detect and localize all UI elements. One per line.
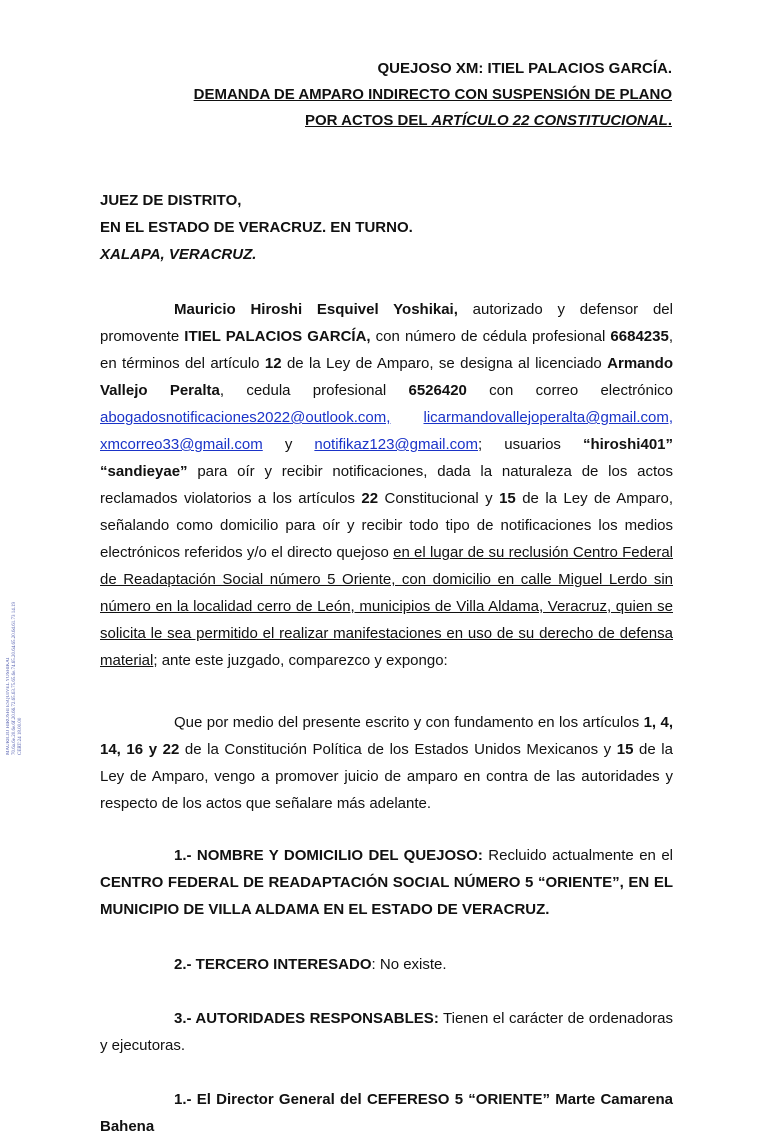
header-complainant: QUEJOSO XM: ITIEL PALACIOS GARCÍA. — [377, 60, 672, 77]
email-link-licarmando[interactable]: licarmandovallejoperalta@gmail.com, — [423, 409, 673, 426]
email-link-xmcorreo[interactable]: xmcorreo33@gmail.com — [100, 436, 263, 453]
paragraph-designation: Mauricio Hiroshi Esquivel Yoshikai, autorizado y defensor del promovente ITIEL PALACIOS GARCÍA, con número de cédula profesional 6684235, en términos del artículo 12 de la Ley de Amparo, se designa al licenciado Armando Vallejo Peralta, cedula profesional 6526420 con correo electrónico abogadosnotificaciones2022@outlook.com, licarmandovallejoperalta@gmail.com, xmcorreo33@gmail.com y notifikaz123@gmail.com; usuarios “hiroshi401” “sandieyae” para oír y recibir notificaciones, dada la naturaleza de los actos reclamados violatorios a los artículos 22 Constitucional y 15 de la Ley de Amparo, señalando como domicilio para oír y recibir todo tipo de notificaciones los medios electrónicos referidos y/o el directo quejoso en el lugar de su reclusión Centro Federal de Readaptación Social número 5 Oriente, con domicilio en calle Miguel Lerdo sin número en la localidad cerro de León, municipios de Villa Aldama, Veracruz, quien se solicita le sea permitido el realizar manifestaciones en uso de su derecho de defensa material; ante este juzgado, comparezco y expongo: — [100, 301, 673, 669]
paragraph-third-party: 2.- TERCERO INTERESADO: No existe. — [174, 956, 447, 973]
addressee-state: EN EL ESTADO DE VERACRUZ. EN TURNO. — [100, 219, 413, 236]
email-link-notifikaz[interactable]: notifikaz123@gmail.com — [314, 436, 479, 453]
paragraph-complainant-address: 1.- NOMBRE Y DOMICILIO DEL QUEJOSO: Recluido actualmente en el CENTRO FEDERAL DE READAPTACIÓN SOCIAL NÚMERO 5 “ORIENTE”, EN EL MUNICIPIO DE VILLA ALDAMA EN EL ESTADO DE VERACRUZ. — [100, 847, 673, 918]
addressee-judge: JUEZ DE DISTRITO, — [100, 192, 242, 209]
paragraph-legal-basis: Que por medio del presente escrito y con fundamento en los artículos 1, 4, 14, 16 y 22 de la Constitución Política de los Estados Unidos Mexicanos y 15 de la Ley de Amparo, vengo a promover juicio de amparo en contra de las autoridades y respecto de los actos que señalare más adelante. — [100, 714, 674, 812]
header-demand-title: DEMANDA DE AMPARO INDIRECTO CON SUSPENSIÓN DE PLANO — [193, 86, 672, 103]
paragraph-responsible-authorities: 3.- AUTORIDADES RESPONSABLES: Tienen el carácter de ordenadoras y ejecutoras. — [100, 1010, 673, 1054]
paragraph-authority-1: 1.- El Director General del CEFERESO 5 “ORIENTE” Marte Camarena Bahena — [100, 1091, 673, 1135]
header-acts-title: POR ACTOS DEL ARTÍCULO 22 CONSTITUCIONAL. — [305, 112, 672, 129]
addressee-city: XALAPA, VERACRUZ. — [100, 246, 257, 263]
electronic-signature-stamp: MAURICIO HIROSHI ESQUIVEL YOSHIKAI 70.6a.6e.20.6e.6f.20.66.72.65.63.75.65.6e.74.65.20.64.65.20.6d.61.73 14.19 CERT:24 18.00.00 — [6, 601, 23, 755]
email-link-abogados[interactable]: abogadosnotificaciones2022@outlook.com, — [100, 409, 391, 426]
